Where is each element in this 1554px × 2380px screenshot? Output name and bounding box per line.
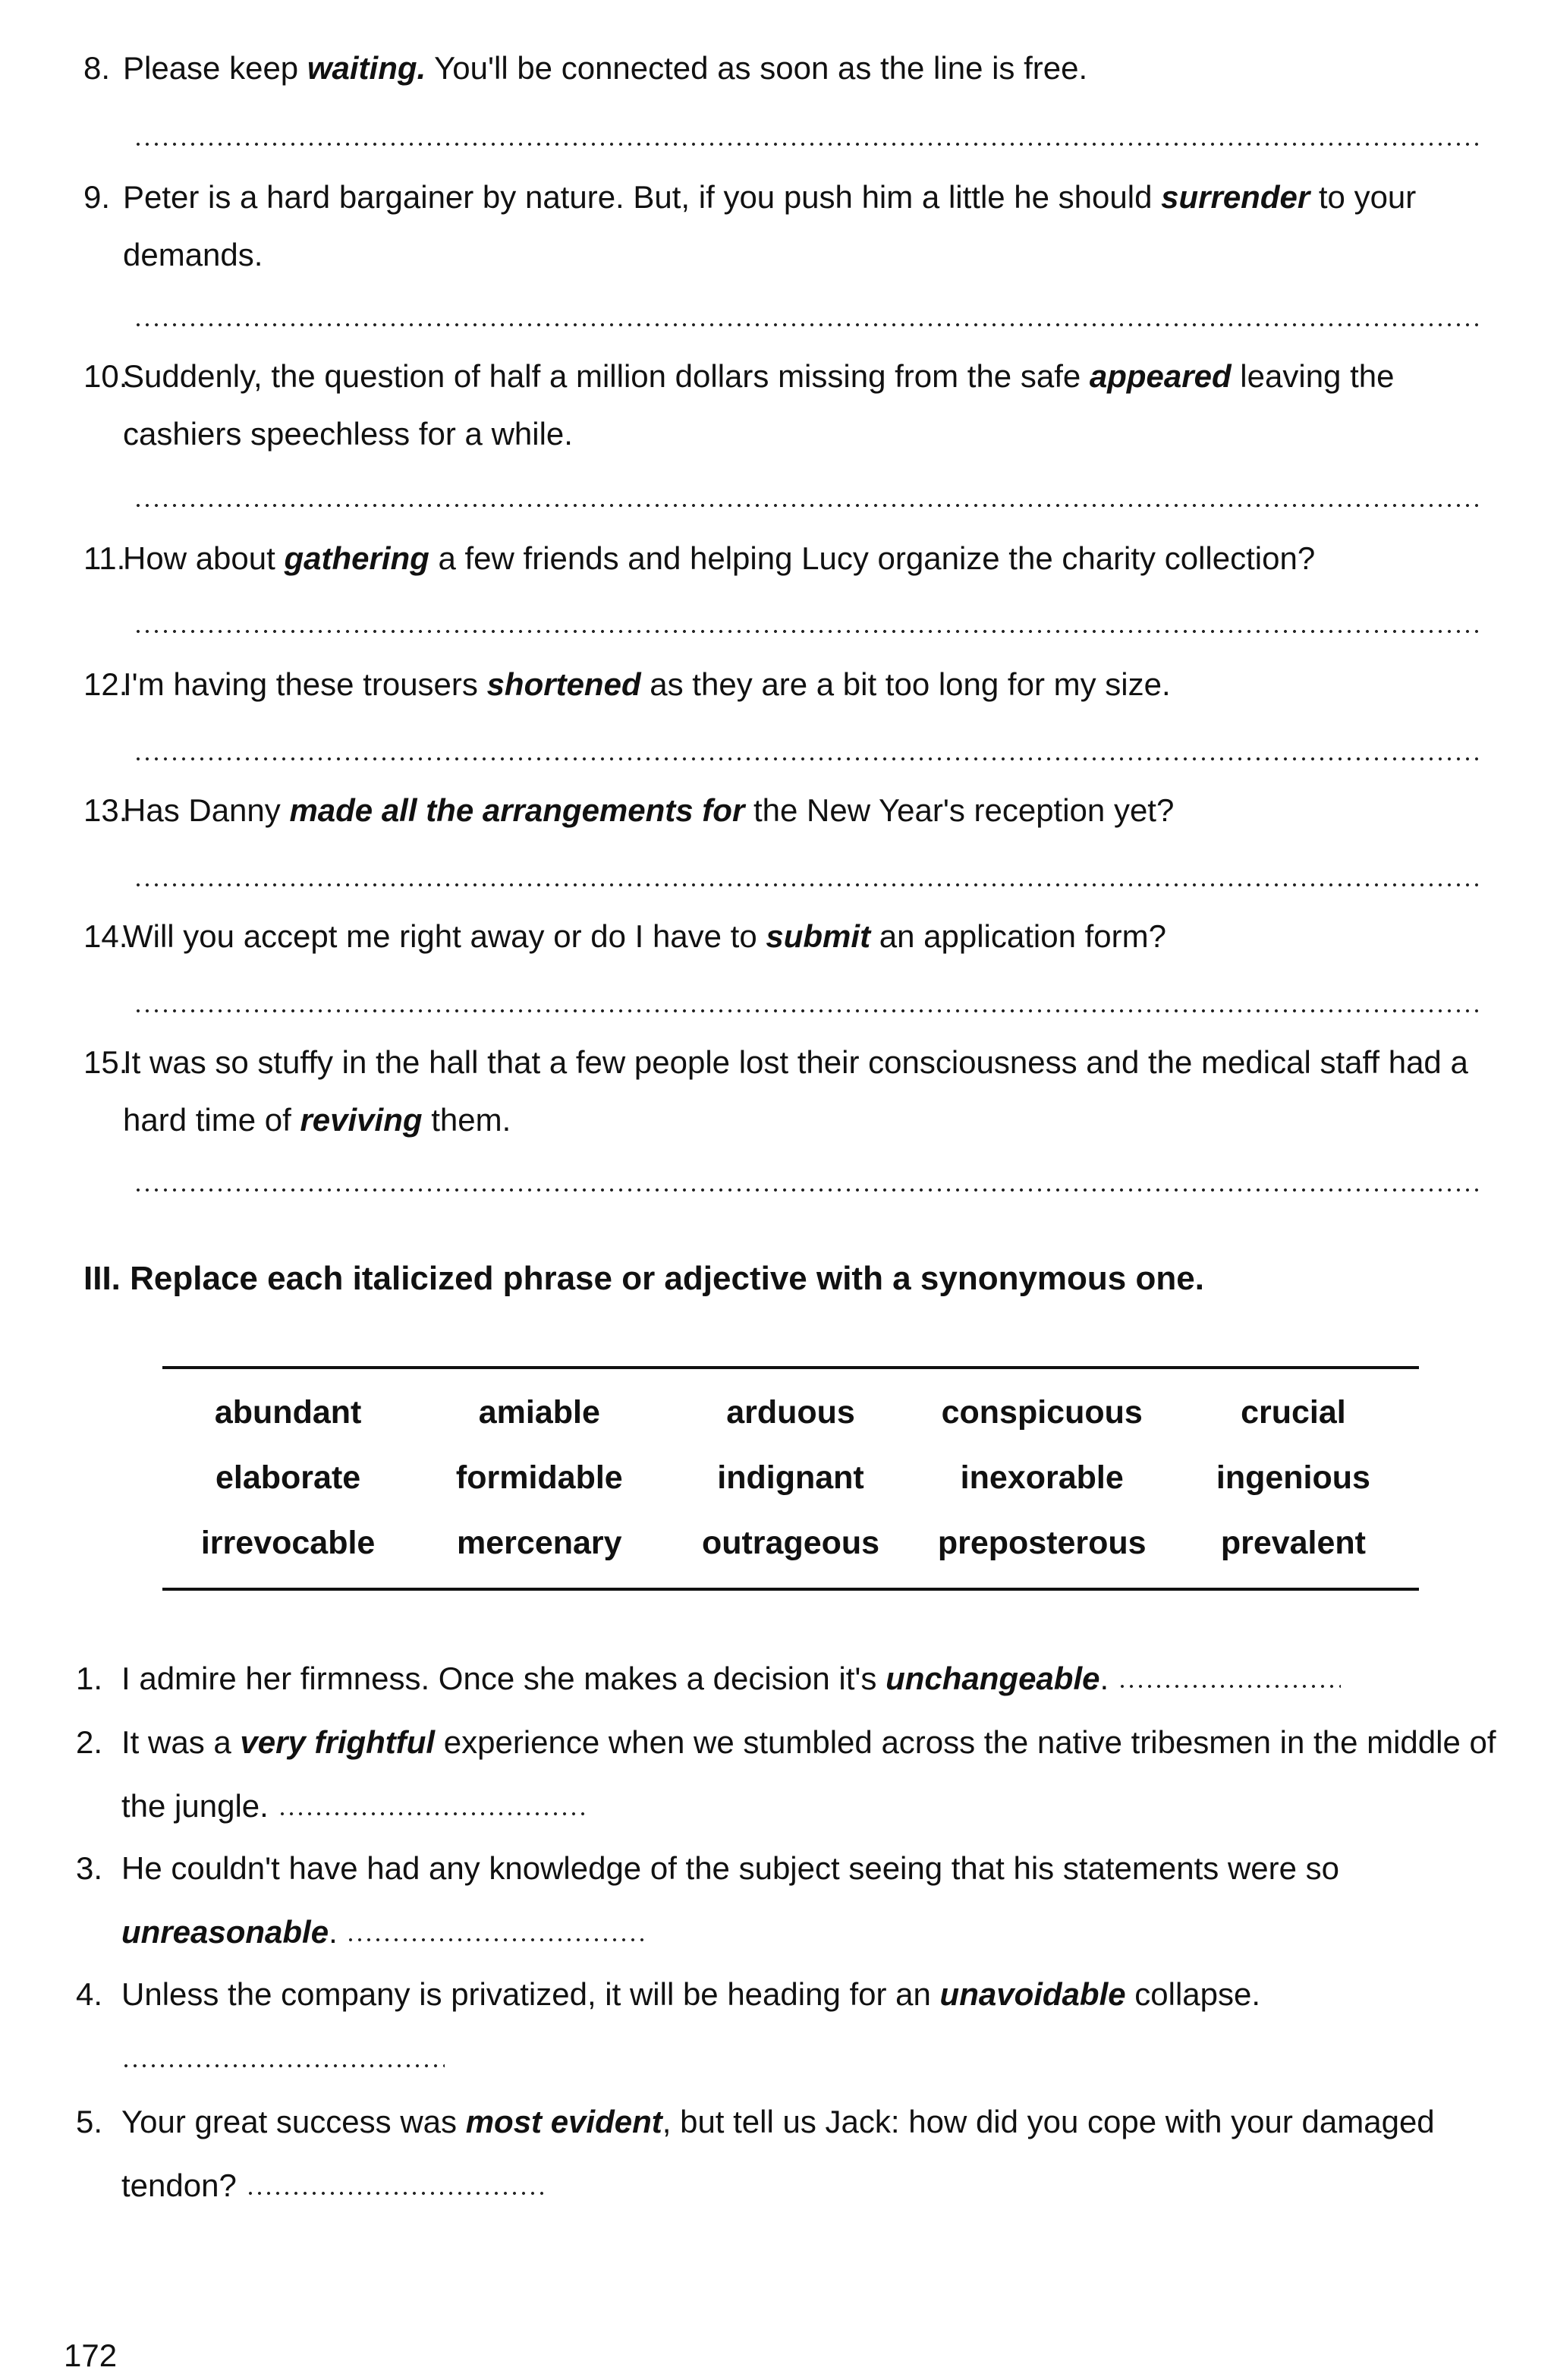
answer-line[interactable] xyxy=(134,882,1484,888)
answer-line[interactable] xyxy=(134,322,1484,328)
word-option: irrevocable xyxy=(200,1524,376,1561)
question-text: as they are a bit too long for my size. xyxy=(640,666,1171,702)
question-text: to your demands. xyxy=(123,179,1417,272)
answer-line[interactable] xyxy=(134,141,1484,147)
item-text: . xyxy=(1099,1661,1109,1696)
question-text: Will you accept me right away or do I have to xyxy=(123,918,766,954)
word-option: preposterous xyxy=(937,1524,1147,1561)
item-text: . xyxy=(329,1914,338,1950)
section-heading: III. Replace each italicized phrase or adjective with a synonymous one. xyxy=(83,1260,1204,1297)
question-text: It was so stuffy in the hall that a few people lost their consciousness and the medical staff had a hard time of xyxy=(123,1044,1468,1138)
exercise-item-1 xyxy=(76,1647,1508,1711)
italic-phrase: made all the arrangements for xyxy=(289,792,745,828)
question-text: Suddenly, the question of half a million dollars missing from the safe xyxy=(123,358,1090,394)
italic-phrase: unchangeable xyxy=(886,1661,1100,1696)
word-option: inexorable xyxy=(960,1459,1124,1496)
question-number: 10. xyxy=(83,358,128,394)
answer-line[interactable] xyxy=(134,1008,1484,1014)
exercise-item-3 xyxy=(76,1837,1508,1964)
italic-phrase: appeared xyxy=(1089,358,1232,394)
word-option: arduous xyxy=(726,1393,855,1431)
question-13 xyxy=(83,782,1501,839)
question-text: an application form? xyxy=(870,918,1166,954)
exercise-item-5 xyxy=(76,2090,1508,2218)
answer-line[interactable] xyxy=(346,1937,650,1943)
italic-phrase: unavoidable xyxy=(939,1976,1126,2012)
word-row xyxy=(162,1510,1419,1576)
item-text: He couldn't have had any knowledge of the subject seeing that his statements were so xyxy=(121,1850,1340,1886)
question-number: 13. xyxy=(83,792,128,828)
answer-line[interactable] xyxy=(1118,1683,1341,1689)
item-number: 2. xyxy=(76,1724,103,1760)
question-text: Please keep xyxy=(123,50,307,86)
question-9 xyxy=(83,168,1501,284)
item-text: It was a xyxy=(121,1724,241,1760)
question-10 xyxy=(83,348,1501,463)
italic-phrase: waiting. xyxy=(307,50,426,86)
question-text: the New Year's reception yet? xyxy=(744,792,1175,828)
question-text: I'm having these trousers xyxy=(123,666,487,702)
question-text: leaving the cashiers speechless for a while. xyxy=(123,358,1395,452)
item-text: Unless the company is privatized, it will be heading for an xyxy=(121,1976,940,2012)
word-option: outrageous xyxy=(701,1524,880,1561)
word-option: abundant xyxy=(214,1393,362,1431)
item-text: I admire her firmness. Once she makes a decision it's xyxy=(121,1661,886,1696)
question-12 xyxy=(83,656,1501,713)
question-number: 14. xyxy=(83,918,128,954)
word-option: elaborate xyxy=(215,1459,361,1496)
italic-phrase: shortened xyxy=(486,666,641,702)
answer-line[interactable] xyxy=(134,1187,1484,1193)
page-number: 172 xyxy=(64,2338,118,2373)
question-number: 8. xyxy=(83,50,111,86)
exercise-item-2 xyxy=(76,1711,1508,1838)
word-box xyxy=(162,1380,1419,1576)
item-text: Your great success was xyxy=(121,2104,466,2139)
word-option: prevalent xyxy=(1220,1524,1367,1561)
answer-line[interactable] xyxy=(278,1811,587,1817)
question-14 xyxy=(83,908,1501,965)
item-number: 4. xyxy=(76,1976,103,2012)
italic-phrase: reviving xyxy=(300,1102,423,1138)
italic-phrase: surrender xyxy=(1161,179,1310,215)
question-number: 12. xyxy=(83,666,128,702)
question-11 xyxy=(83,530,1501,587)
word-option: amiable xyxy=(478,1393,600,1431)
italic-phrase: very frightful xyxy=(240,1724,436,1760)
question-text: Peter is a hard bargainer by nature. But, if you push him a little he should xyxy=(123,179,1162,215)
question-text: You'll be connected as soon as the line is free. xyxy=(426,50,1088,86)
item-text: collapse. xyxy=(1125,1976,1261,2012)
question-text: them. xyxy=(422,1102,511,1138)
word-option: conspicuous xyxy=(941,1393,1143,1431)
italic-phrase: most evident xyxy=(465,2104,662,2139)
word-option: crucial xyxy=(1241,1393,1346,1431)
word-option: indignant xyxy=(717,1459,864,1496)
answer-line[interactable] xyxy=(134,628,1484,634)
question-text: a few friends and helping Lucy organize the charity collection? xyxy=(429,540,1316,576)
italic-phrase: unreasonable xyxy=(121,1914,329,1950)
answer-line[interactable] xyxy=(246,2190,549,2196)
answer-line[interactable] xyxy=(134,756,1484,762)
word-option: ingenious xyxy=(1216,1459,1370,1496)
item-number: 5. xyxy=(76,2104,103,2139)
word-option: mercenary xyxy=(457,1524,622,1561)
question-text: Has Danny xyxy=(123,792,290,828)
word-row xyxy=(162,1445,1419,1510)
item-text: experience when we stumbled across the native tribesmen in the middle of the jungle. xyxy=(121,1724,1496,1824)
word-box-top-rule xyxy=(162,1366,1419,1369)
item-number: 1. xyxy=(76,1661,103,1696)
question-number: 11. xyxy=(83,540,126,576)
question-text: How about xyxy=(123,540,285,576)
item-text: , but tell us Jack: how did you cope with your damaged tendon? xyxy=(121,2104,1435,2203)
question-number: 9. xyxy=(83,179,111,215)
word-option: formidable xyxy=(455,1459,623,1496)
item-number: 3. xyxy=(76,1850,103,1886)
italic-phrase: gathering xyxy=(284,540,429,576)
question-8 xyxy=(83,39,1501,97)
word-box-bottom-rule xyxy=(162,1588,1419,1591)
answer-line[interactable] xyxy=(121,2063,445,2069)
answer-line[interactable] xyxy=(134,502,1484,508)
exercise-item-4 xyxy=(76,1963,1508,2090)
question-15 xyxy=(83,1034,1501,1149)
italic-phrase: submit xyxy=(766,918,871,954)
word-row xyxy=(162,1380,1419,1445)
question-number: 15. xyxy=(83,1044,128,1080)
